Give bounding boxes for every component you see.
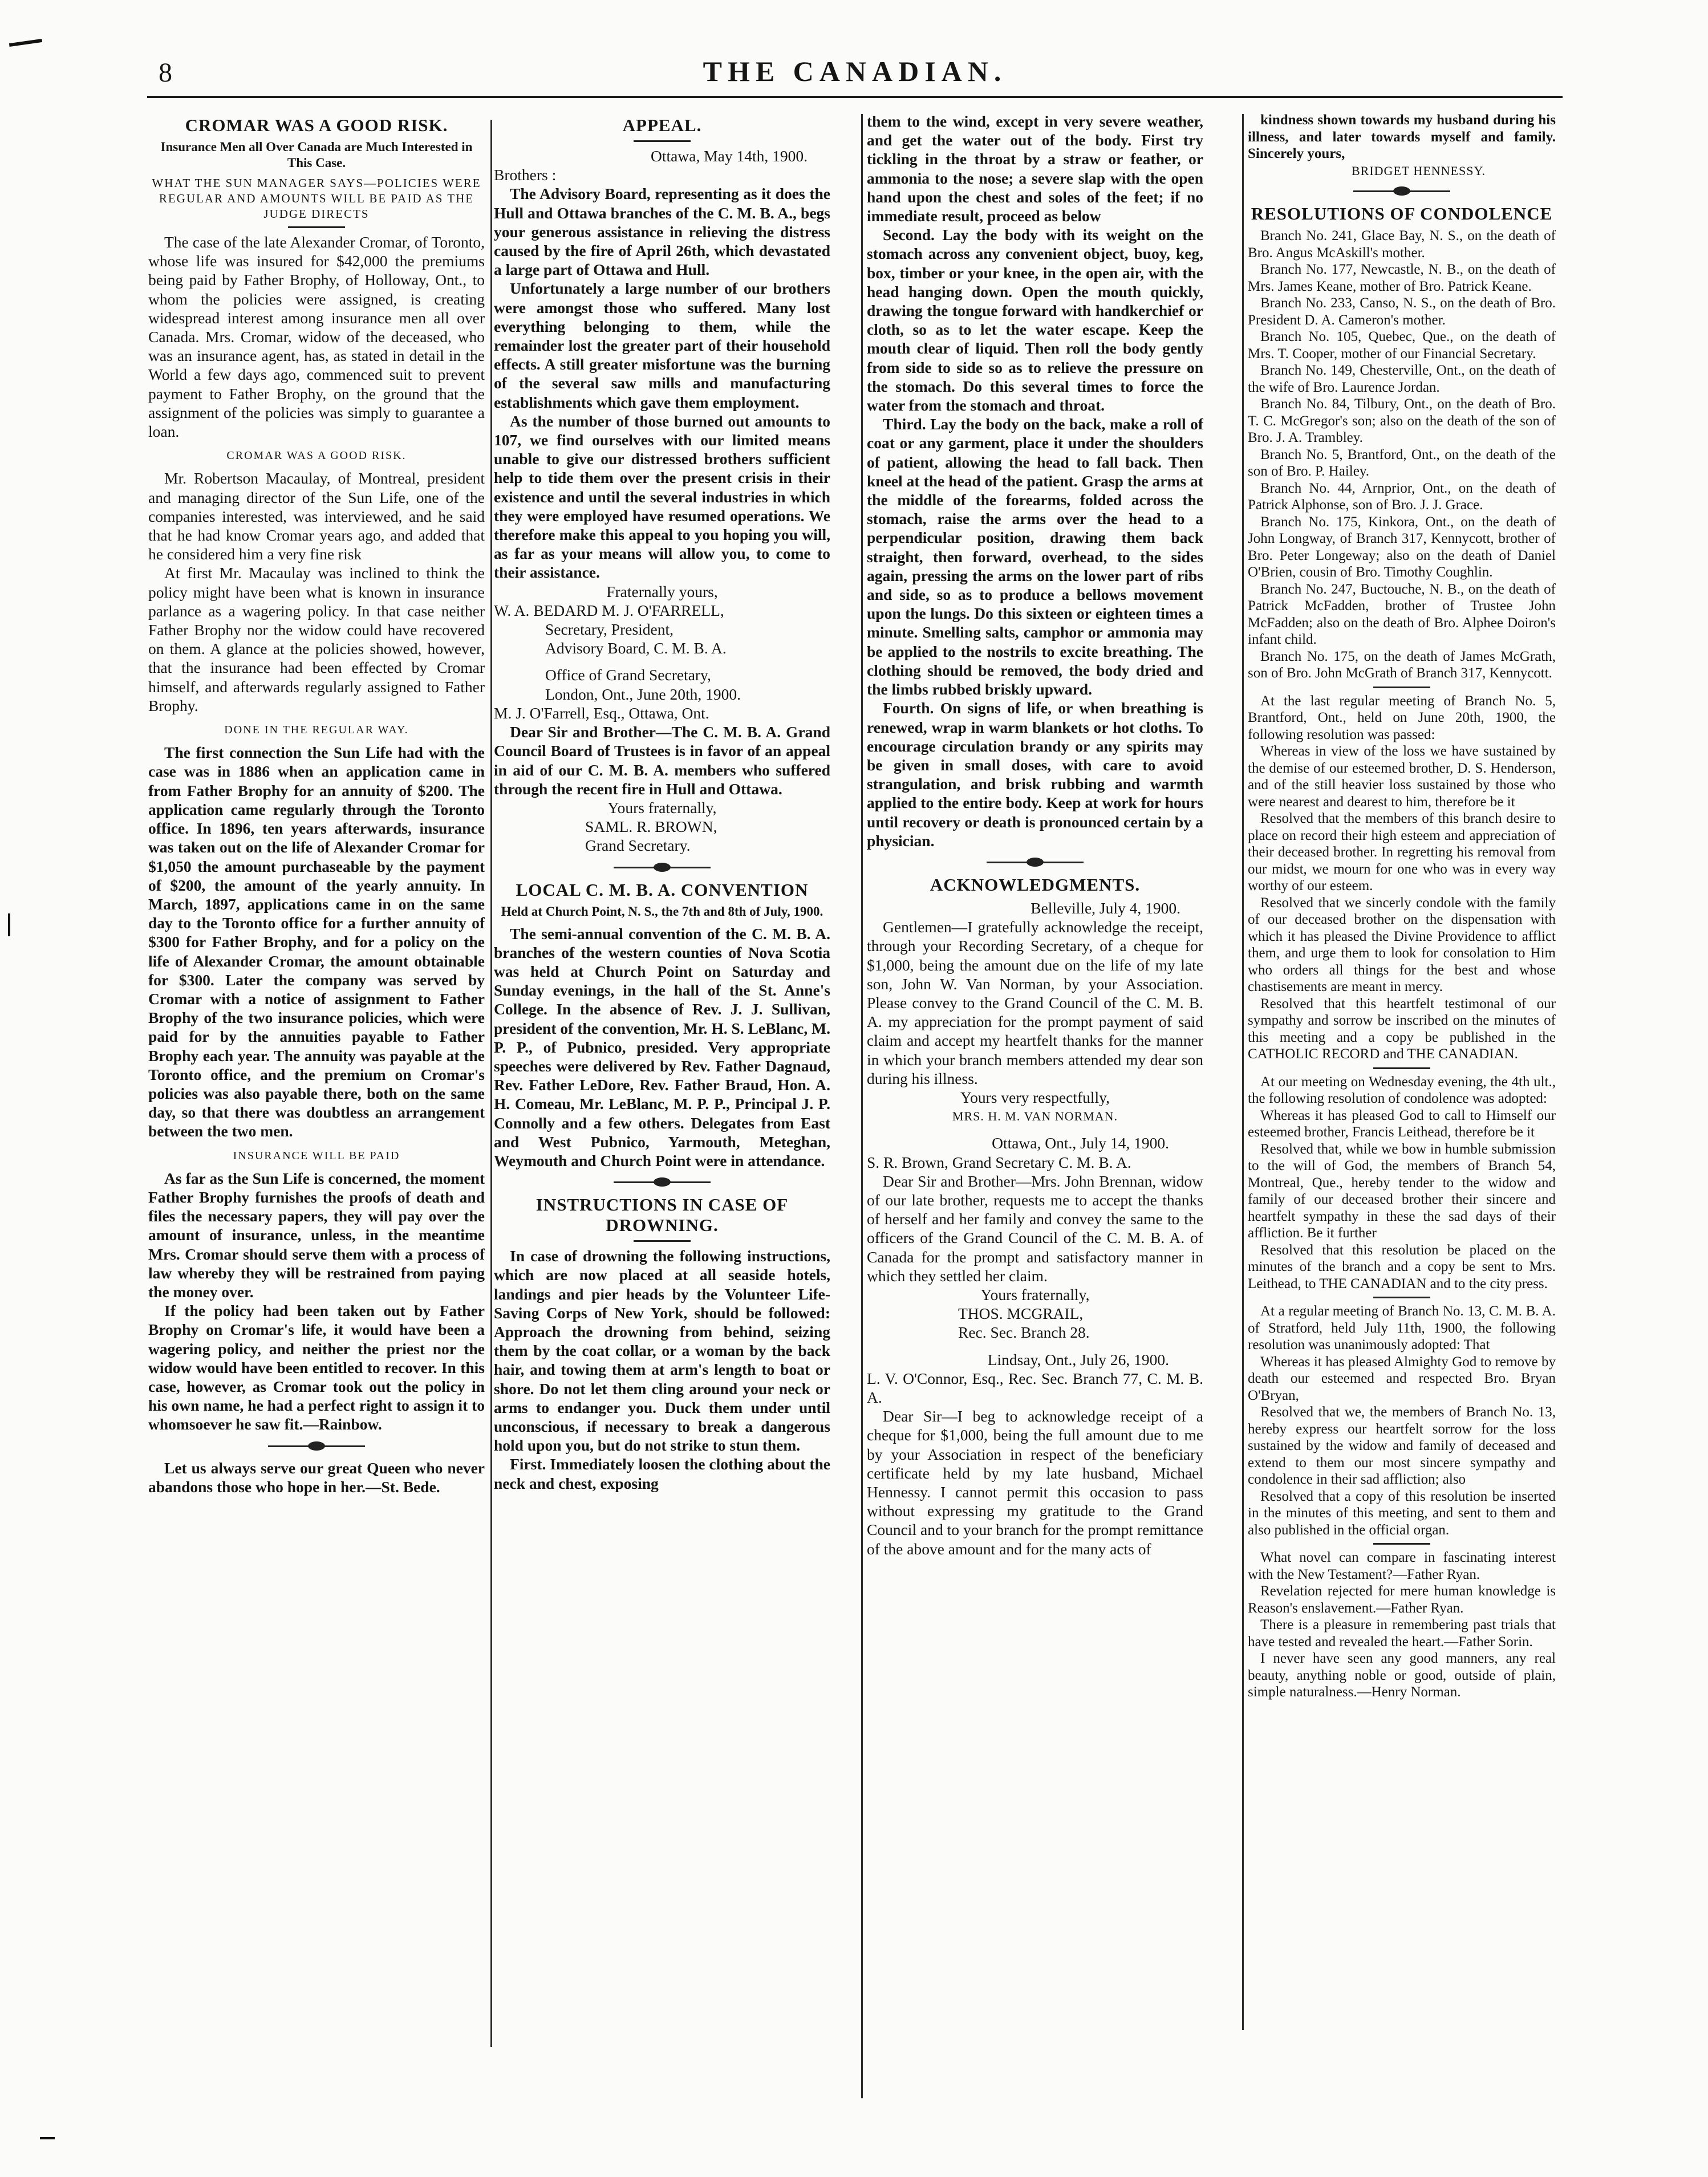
paragraph: First. Immediately loosen the clothing about the neck and chest, exposing [494, 1455, 830, 1492]
paragraph: Gentlemen—I gratefully acknowledge the receipt, through your Recording Secretary, of a cheque for $1,000, being the amount due on the life of my late son, John W. Van Norman, by your Association. Please convey to the Grand Council of the C. M. B. A. my appreciation for the prompt payment of said claim and accept my heartfelt thanks for the manner in which your branch members attended my dear son during his illness. [867, 918, 1203, 1087]
page-header [147, 55, 1563, 95]
paragraph: Branch No. 5, Brantford, Ont., on the death of the son of Bro. P. Hailey. [1248, 446, 1556, 479]
ornament-rule [614, 1181, 711, 1183]
paragraph: Dear Sir and Brother—The C. M. B. A. Grand Council Board of Trustees is in favor of an appeal in aid of our C. M. B. A. members who suffered through the recent fire in Hull and Ottawa. [494, 723, 830, 798]
paragraph: Dear Sir and Brother—Mrs. John Brennan, widow of our late brother, requests me to accept the thanks of herself and her family and convey the same to the officers of the Grand Council of the C. M. B. A. of Canada for the prompt and satisfactory manner in which they settled her claim. [867, 1172, 1203, 1285]
paragraph: Branch No. 84, Tilbury, Ont., on the death of Bro. T. C. McGregor's son; also on the death of the son of Bro. J. A. Trambley. [1248, 396, 1556, 445]
dateline: Ottawa, May 14th, 1900. [651, 147, 808, 165]
dateline: Belleville, July 4, 1900. [1031, 899, 1180, 917]
paragraph: Resolved that we, the members of Branch No. 13, hereby express our heartfelt sorrow for the loss sustained by the widow and family of deceased and extend to them our most sincere sympathy and condolence in their sad affliction; also [1248, 1404, 1556, 1487]
paragraph: Branch No. 175, Kinkora, Ont., on the death of John Longway, of Branch 317, Kennycott, brother of Bro. Peter Longeway; also on the death of Daniel O'Brien, cousin of Bro. Timothy Coughlin. [1248, 514, 1556, 580]
paragraph: Branch No. 44, Arnprior, Ont., on the death of Patrick Alphonse, son of Bro. J. J. Grace. [1248, 480, 1556, 513]
article-headline: APPEAL. [622, 115, 702, 135]
signature: SAML. R. BROWN, [585, 818, 717, 836]
addressee: S. R. Brown, Grand Secretary C. M. B. A. [867, 1153, 1131, 1171]
column-4 [1248, 112, 1556, 2028]
quote: There is a pleasure in remembering past trials that have tested and revealed the heart.—Father Sorin. [1248, 1617, 1556, 1650]
signature: W. A. BEDARD M. J. O'FARRELL, [494, 601, 724, 619]
header-rule [147, 96, 1563, 98]
short-rule [634, 140, 691, 142]
paragraph: Resolved that this heartfelt testimonal of our sympathy and sorrow be inscribed on the minutes of this meeting and a copy be published in the CATHOLIC RECORD and THE CANADIAN. [1248, 996, 1556, 1062]
paragraph: Resolved that the members of this branch desire to place on record their high esteem and appreciation of their deceased brother. In regretting his removal from our midst, we mourn for one who was in every way worthy of our esteem. [1248, 811, 1556, 893]
quote: I never have seen any good manners, any real beauty, anything noble or good, outside of plain, simple naturalness.—Henry Norman. [1248, 1651, 1556, 1700]
paragraph: The case of the late Alexander Cromar, of Toronto, whose life was insured for $42,000 the premiums being paid by Father Brophy, of Holloway, Ont., to whom the policies were assigned, is creating widespread interest among insurance men all over Canada. Mrs. Cromar, widow of the deceased, who was an insurance agent, has, as stated in detail in the World a few days ago, commenced suit to prevent payment to Father Brophy, on the ground that the assignment of the policies was simply to guarantee a loan. [148, 233, 485, 441]
ornament-rule [1353, 190, 1450, 192]
ornament-rule [268, 1445, 365, 1447]
article-headline: ACKNOWLEDGMENTS. [930, 874, 1141, 895]
article-headline: RESOLUTIONS OF CONDOLENCE [1251, 204, 1553, 224]
column-2 [494, 112, 830, 2073]
article-headline: INSTRUCTIONS IN CASE OF DROWNING. [535, 1195, 789, 1236]
column-rule [1242, 114, 1244, 2030]
paragraph: At the last regular meeting of Branch No. 5, Brantford, Ont., held on June 20th, 1900, the following resolution was passed: [1248, 693, 1556, 742]
quote: Revelation rejected for mere human knowledge is Reason's enslavement.—Father Ryan. [1248, 1583, 1556, 1616]
paragraph: Branch No. 247, Buctouche, N. B., on the death of Patrick McFadden, brother of Trustee John McFadden; also on the death of Bro. Alphee Doiron's infant child. [1248, 581, 1556, 647]
newspaper-title: THE CANADIAN. [703, 55, 1007, 87]
addressee: L. V. O'Connor, Esq., Rec. Sec. Branch 77, C. M. B. A. [867, 1369, 1203, 1406]
paragraph: The first connection the Sun Life had with the case was in 1886 when an application came in from Father Brophy for an annuity of $200. The application came regularly through the Toronto office. In 1896, ten years afterwards, insurance was taken out on the life of Alexander Cromar for $1,050 the amount purchaseable by the payment of $200, the amount of the yearly annuity. In March, 1897, applications came in on the same day to the Toronto office for a further annuity of $300 for Father Brophy, and for a policy on the life of Alexander Cromar, the amount obtainable for $300. Later the company was served by Cromar with a notice of assignment to Father Brophy of the two insurance policies, which were paid for by the annuities payable to Father Brophy each year. The annuity was payable at the Toronto office, and the premium on Cromar's policies was also payable there, both on the same day, so that there was doubtless an arrangement between the two men. [148, 744, 485, 1140]
signature: Secretary, President, [545, 620, 674, 639]
paragraph: Branch No. 149, Chesterville, Ont., on the death of the wife of Bro. Laurence Jordan. [1248, 363, 1556, 395]
paragraph: Resolved that this resolution be placed on the minutes of the branch and a copy be sent to Mrs. Leithead, to THE CANADIAN and to the city press. [1248, 1242, 1556, 1291]
quote: What novel can compare in fascinating interest with the New Testament?—Father Ryan. [1248, 1550, 1556, 1582]
short-rule [1373, 687, 1430, 688]
signature: BRIDGET HENNESSY. [1352, 163, 1486, 178]
paragraph: Second. Lay the body with its weight on the stomach across any convenient object, buoy, keg, box, timber or your knee, in the open air, with the head hanging down. Open the mouth quickly, drawing the tongue forward with handkerchief or cloth, so as to let the water escape. Keep the mouth clear of liquid. Then roll the body gently from side to side so as to relieve the pressure on the stomach. Do this several times to force the water from the stomach and throat. [867, 226, 1203, 415]
column-3 [867, 112, 1203, 2107]
short-rule [1373, 1067, 1430, 1069]
paragraph: Let us always serve our great Queen who never abandons those who hope in her.—St. Bede. [148, 1459, 485, 1496]
section-subhead: INSURANCE WILL BE PAID [233, 1149, 400, 1162]
scan-mark [40, 2137, 55, 2139]
office-date: London, Ont., June 20th, 1900. [545, 685, 741, 703]
signature: MRS. H. M. VAN NORMAN. [952, 1109, 1118, 1124]
article-headline: CROMAR WAS A GOOD RISK. [185, 115, 448, 135]
paragraph: At our meeting on Wednesday evening, the 4th ult., the following resolution of condolence was adopted: [1248, 1074, 1556, 1106]
paragraph: At a regular meeting of Branch No. 13, C. M. B. A. of Stratford, held July 11th, 1900, the following resolution was unanimously adopted: That [1248, 1303, 1556, 1352]
paragraph: As far as the Sun Life is concerned, the moment Father Brophy furnishes the proofs of death and files the necessary papers, they will pay over the amount of insurance, unless, in the meantime Mrs. Cromar should serve them with a process of law whereby they will be restrained from paying the money over. [148, 1169, 485, 1301]
article-deck: WHAT THE SUN MANAGER SAYS—POLICIES WERE REGULAR AND AMOUNTS WILL BE PAID AS THE JUDGE DIRECTS [152, 176, 481, 221]
office-line: Office of Grand Secretary, [545, 666, 711, 684]
paragraph: The semi-annual convention of the C. M. B. A. branches of the western counties of Nova Scotia was held at Church Point on Saturday and Sunday evenings, in the hall of the St. Anne's College. In the absence of Rev. J. J. Sullivan, president of the convention, Mr. H. S. LeBlanc, M. P. P., of Pubnico, presided. Very appropriate speeches were delivered by Rev. Father Dagnaud, Rev. Father LeDore, Rev. Father Braud, Hon. A. H. Comeau, Mr. LeBlanc, M. P. P., Principal J. P. Connolly and a few others. Delegates from East and West Pubnico, Yarmouth, Meteghan, Weymouth and Church Point were in attendance. [494, 924, 830, 1169]
paragraph: As the number of those burned out amounts to 107, we find ourselves with our limited means unable to give our distressed brothers sufficient help to tide them over the present crisis in their existence and until the several industries in which they were employed have resumed operations. We therefore make this appeal to you hoping you will, as far as your means will allow you, to come to their assistance. [494, 412, 830, 582]
short-rule [1373, 1543, 1430, 1545]
paragraph: Mr. Robertson Macaulay, of Montreal, president and managing director of the Sun Life, one of the companies interested, was interviewed, and he said that he had know Cromar years ago, and added that he considered him a very fine risk [148, 469, 485, 563]
column-rule [861, 114, 863, 2098]
ornament-rule [614, 867, 711, 868]
paragraph: Dear Sir—I beg to acknowledge receipt of a cheque for $1,000, being the full amount due to me by your Association in respect of the beneficiary certificate held by my late husband, Michael Hennessy. I cannot permit this occasion to pass without expressing my gratitude to the Grand Council and to your branch for the prompt remittance of the above amount and for the many acts of [867, 1407, 1203, 1558]
short-rule [288, 226, 345, 228]
closing: Yours fraternally, [980, 1285, 1090, 1303]
paragraph: Fourth. On signs of life, or when breathing is renewed, wrap in warm blankets or hot cloths. To encourage circulation brandy or any spirits may be given in small doses, with care to avoid strangulation, and brisk rubbing and warmth applied to the entire body. Keep at work for hours until recovery or death is pronounced certain by a physician. [867, 699, 1203, 850]
page-number: 8 [159, 58, 172, 88]
signature: Grand Secretary. [585, 836, 691, 855]
closing: Fraternally yours, [606, 582, 718, 600]
paragraph: Resolved that a copy of this resolution be inserted in the minutes of this meeting, and sent to them and also published in the official organ. [1248, 1488, 1556, 1538]
article-subhead: Insurance Men all Over Canada are Much Interested in This Case. [160, 140, 473, 170]
paragraph: Branch No. 233, Canso, N. S., on the death of Bro. President D. A. Cameron's mother. [1248, 295, 1556, 328]
paragraph: Third. Lay the body on the back, make a roll of coat or any garment, place it under the shoulders of patient, allowing the head to fall back. Then kneel at the head of the patient. Grasp the arms at the middle of the forearms, folded across the stomach, raise the arms over the head to a perpendicular position, drawing them back straight, then forward, overhead, to the sides again, pressing the arms on the lower part of ribs and side, so as to produce a bellows movement upon the lungs. Do this sixteen or eighteen times a minute. Smelling salts, camphor or ammonia may be applied to the nostrils to excite breathing. The clothing should be removed, the body dried and the limbs rubbed briskly upward. [867, 415, 1203, 698]
short-rule [1373, 1297, 1430, 1298]
paragraph: If the policy had been taken out by Father Brophy on Cromar's life, it would have been a wagering policy, and neither the priest nor the widow would have been entitled to recover. In this case, however, as Cromar took out the policy in his own name, he had a perfect right to assign it to whomsoever he saw fit.—Rainbow. [148, 1302, 485, 1433]
paragraph: Branch No. 177, Newcastle, N. B., on the death of Mrs. James Keane, mother of Bro. Patrick Keane. [1248, 262, 1556, 294]
scan-mark [8, 913, 10, 936]
paragraph: Resolved that, while we bow in humble submission to the will of God, the members of Branch 54, Montreal, Que., hereby tender to the widow and family of our deceased brother their sincere and heartfelt sympathy in these the sad days of their affliction. Be it further [1248, 1141, 1556, 1241]
paragraph: kindness shown towards my husband during his illness, and later towards myself and family. Sincerely yours, [1248, 112, 1556, 161]
paragraph: Branch No. 241, Glace Bay, N. S., on the death of Bro. Angus McAskill's mother. [1248, 228, 1556, 261]
paragraph: Resolved that we sincerly condole with the family of our deceased brother on the dispensation with which it has pleased the Divine Providence to afflict them, and urge them to look for consolation to Him who orders all things for the best and whose chastisements are meant in mercy. [1248, 895, 1556, 994]
column-rule [490, 120, 492, 2047]
dateline: Ottawa, Ont., July 14, 1900. [992, 1134, 1169, 1152]
short-rule [634, 1240, 691, 1242]
ornament-rule [987, 862, 1084, 863]
paragraph: At first Mr. Macaulay was inclined to think the policy might have been what is known in insurance parlance as a wagering policy. In that case neither Father Brophy nor the widow could have recovered on them. A glance at the policies showed, however, that the insurance had been effected by Cromar himself, and afterwards regularly assigned to Father Brophy. [148, 564, 485, 714]
section-subhead: DONE IN THE REGULAR WAY. [224, 724, 409, 737]
article-headline: LOCAL C. M. B. A. CONVENTION [516, 879, 809, 900]
paragraph: The Advisory Board, representing as it does the Hull and Ottawa branches of the C. M. B. A., begs your generous assistance in relieving the distress caused by the fire of April 26th, which devastated a large part of Ottawa and Hull. [494, 185, 830, 279]
paragraph: Whereas in view of the loss we have sustained by the demise of our esteemed brother, D. S. Henderson, and of the still heavier loss sustained by those who were nearest and dearest to him, therefore be it [1248, 744, 1556, 810]
dateline: Lindsay, Ont., July 26, 1900. [987, 1350, 1169, 1368]
paragraph: Branch No. 175, on the death of James McGrath, son of Bro. John McGrath of Branch 317, Kennycott. [1248, 648, 1556, 681]
signature: Rec. Sec. Branch 28. [958, 1323, 1090, 1342]
column-1 [148, 112, 485, 2022]
section-subhead: CROMAR WAS A GOOD RISK. [226, 449, 407, 462]
scan-mark [9, 39, 42, 47]
addressee: M. J. O'Farrell, Esq., Ottawa, Ont. [494, 704, 709, 722]
paragraph: Whereas it has pleased God to call to Himself our esteemed brother, Francis Leithead, therefore be it [1248, 1107, 1556, 1140]
paragraph: Branch No. 105, Quebec, Que., on the death of Mrs. T. Cooper, mother of our Financial Secretary. [1248, 329, 1556, 362]
signature: Advisory Board, C. M. B. A. [545, 639, 727, 657]
paragraph: them to the wind, except in very severe weather, and get the water out of the body. First try tickling in the throat by a straw or feather, or ammonia to the nose; a severe slap with the open hand upon the chest and soles of the feet; if no immediate result, proceed as below [867, 112, 1203, 225]
article-subhead: Held at Church Point, N. S., the 7th and 8th of July, 1900. [501, 904, 823, 919]
salutation: Brothers : [494, 166, 557, 184]
paragraph: Whereas it has pleased Almighty God to remove by death our esteemed and respected Bro. Bryan O'Bryan, [1248, 1354, 1556, 1403]
paragraph: Unfortunately a large number of our brothers were amongst those who suffered. Many lost everything belonging to them, while the remainder lost the greater part of their household effects. A still greater misfortune was the burning of the several saw mills and manufacturing establishments which gave them employment. [494, 279, 830, 411]
signature: THOS. MCGRAIL, [958, 1305, 1084, 1323]
closing: Yours fraternally, [607, 798, 717, 817]
paragraph: In case of drowning the following instructions, which are now placed at all seaside hotels, landings and pier heads by the Volunteer Life-Saving Corps of New York, should be followed: Approach the drowning from behind, seizing them by the coat collar, or a woman by the back hair, and towing them at arm's length to boat or shore. Do not let them cling around your neck or arms to endanger you. Duck them under until unconscious, if necessary to break a dangerous hold upon you, but do not strike to stun them. [494, 1247, 830, 1455]
closing: Yours very respectfully, [960, 1088, 1110, 1106]
